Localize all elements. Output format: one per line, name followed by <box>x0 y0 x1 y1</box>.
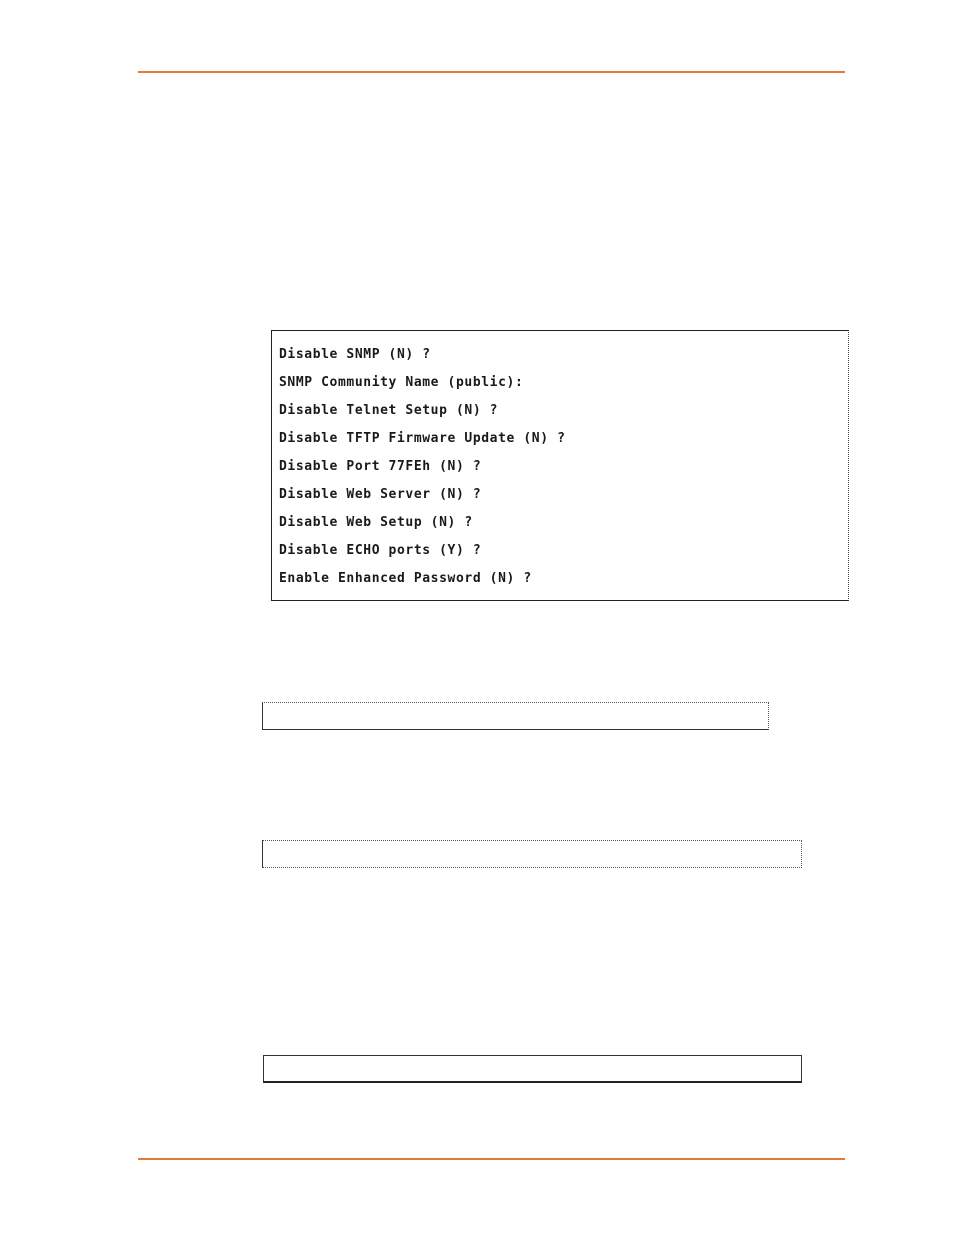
footer-rule <box>138 1158 845 1160</box>
terminal-screenshot <box>271 330 849 601</box>
blank-code-box-2 <box>262 840 802 868</box>
blank-code-box-1 <box>262 702 769 730</box>
console-line-disable-web-server: Disable Web Server (N) ? <box>279 487 482 502</box>
header-rule <box>138 71 845 73</box>
blank-code-box-3 <box>263 1055 802 1083</box>
console-line-disable-port: Disable Port 77FEh (N) ? <box>279 459 482 474</box>
console-line-snmp-community: SNMP Community Name (public): <box>279 375 524 390</box>
console-line-disable-echo: Disable ECHO ports (Y) ? <box>279 543 482 558</box>
console-line-disable-web-setup: Disable Web Setup (N) ? <box>279 515 473 530</box>
console-line-disable-tftp: Disable TFTP Firmware Update (N) ? <box>279 431 566 446</box>
console-line-disable-snmp: Disable SNMP (N) ? <box>279 347 431 362</box>
console-line-enhanced-password: Enable Enhanced Password (N) ? <box>279 571 532 586</box>
console-line-disable-telnet: Disable Telnet Setup (N) ? <box>279 403 499 418</box>
